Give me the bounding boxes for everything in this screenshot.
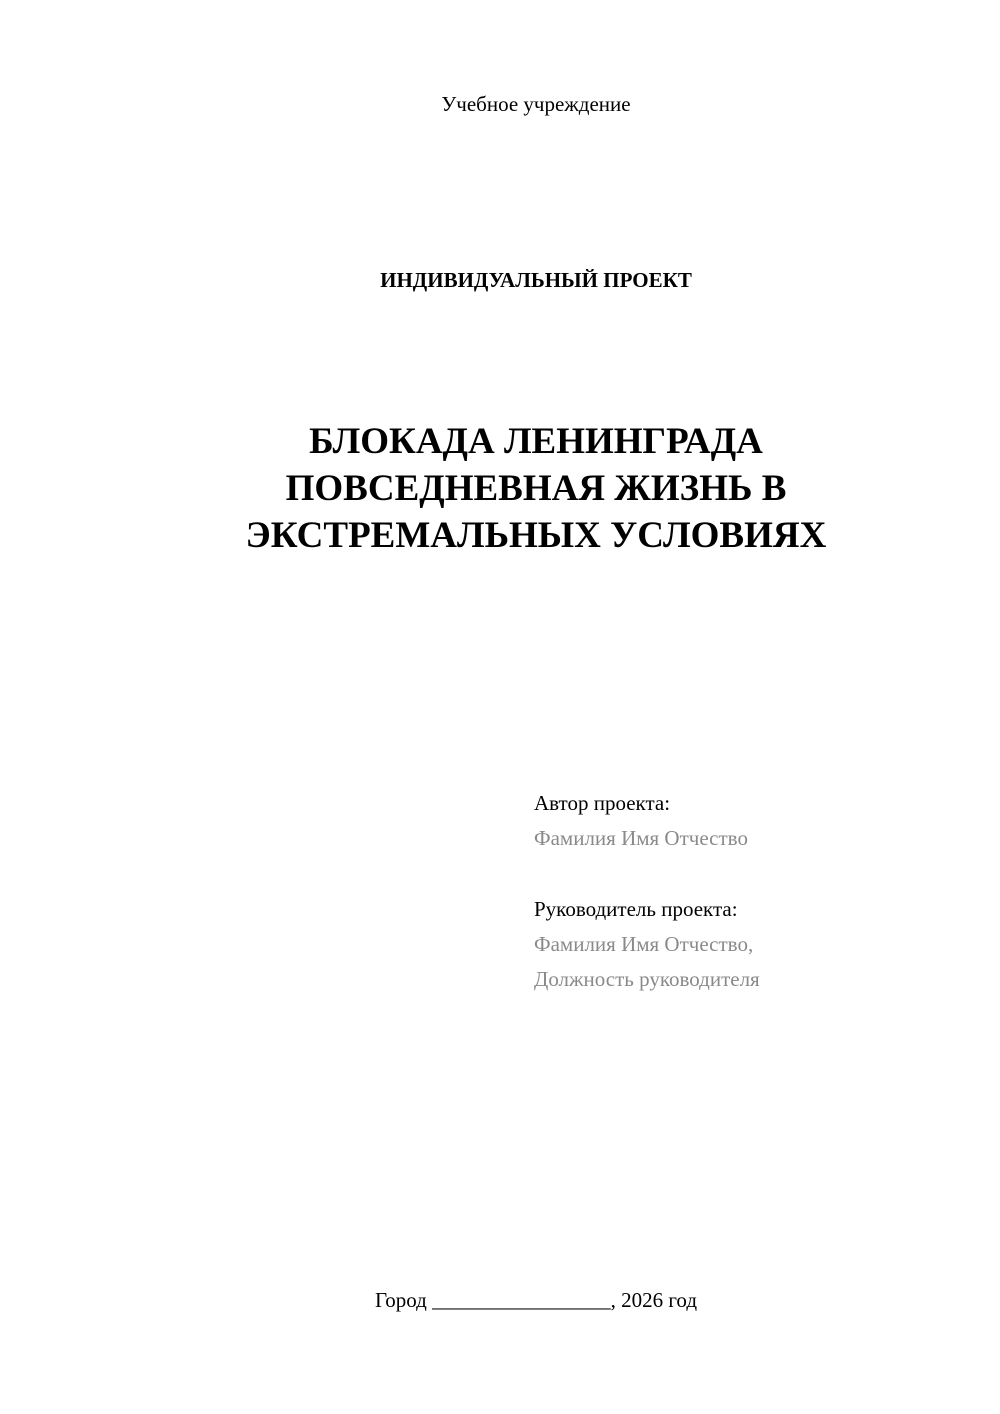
project-title-line: БЛОКАДА ЛЕНИНГРАДА xyxy=(309,421,763,462)
supervisor-label: Руководитель проекта: xyxy=(534,897,738,921)
project-title-line: ЭКСТРЕМАЛЬНЫХ УСЛОВИЯХ xyxy=(245,515,827,556)
project-type-heading: ИНДИВИДУАЛЬНЫЙ ПРОЕКТ xyxy=(380,268,692,292)
project-title-line: ПОВСЕДНЕВНАЯ ЖИЗНЬ В xyxy=(285,468,787,509)
author-label: Автор проекта: xyxy=(534,791,671,815)
supervisor-position: Должность руководителя xyxy=(534,967,760,991)
project-title xyxy=(0,418,1000,559)
city-year-line: Город _________________, 2026 год xyxy=(374,1288,698,1312)
project-credits xyxy=(534,786,760,997)
credits-spacer xyxy=(534,856,760,892)
supervisor-name: Фамилия Имя Отчество, xyxy=(534,932,754,956)
institution-name: Учебное учреждение xyxy=(441,92,631,116)
author-name: Фамилия Имя Отчество xyxy=(534,826,748,850)
